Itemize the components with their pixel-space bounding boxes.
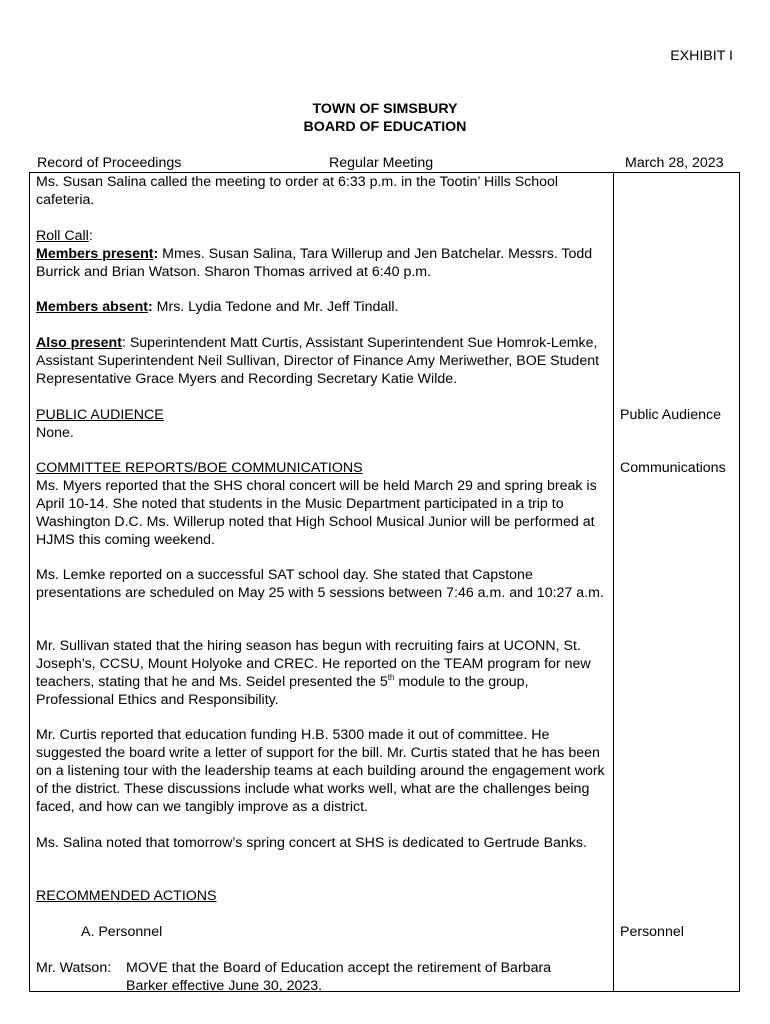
header-record: Record of Proceedings — [37, 155, 182, 171]
margin-column-divider — [613, 172, 614, 992]
public-audience-section — [36, 406, 610, 442]
members-present-colon: : — [153, 246, 159, 262]
committee-paragraph-3-text-b: module to the group, Professional Ethics and Responsibility. — [36, 674, 529, 708]
motion-speaker: Mr. Watson: — [36, 960, 112, 976]
title-town: TOWN OF SIMSBURY — [312, 101, 458, 117]
motion-text: MOVE that the Board of Education accept the retirement of Barbara Barker effective June 30, 2023. — [126, 960, 552, 994]
public-audience-text: None. — [36, 425, 74, 441]
members-absent-label: Members absent — [36, 299, 148, 315]
members-present-text: Mmes. Susan Salina, Tara Willerup and Jen Batchelar. Messrs. Todd Burrick and Brian Watson. Sharon Thomas arrived at 6:40 p.m. — [36, 246, 593, 280]
committee-paragraph-5: Ms. Salina noted that tomorrow’s spring concert at SHS is dedicated to Gertrude Banks. — [36, 835, 587, 851]
members-absent — [36, 298, 610, 316]
title-board: BOARD OF EDUCATION — [303, 119, 467, 135]
members-absent-colon: : — [147, 299, 153, 315]
also-present-label: Also present — [36, 335, 122, 351]
roll-call-colon: : — [88, 228, 93, 244]
members-present-label: Members present — [36, 246, 154, 262]
header-meeting-type: Regular Meeting — [329, 155, 434, 171]
document-title — [0, 100, 770, 136]
exhibit-label: EXHIBIT I — [670, 48, 733, 64]
personnel-item: A. Personnel — [81, 924, 163, 940]
roll-call-label: Roll Call — [36, 228, 89, 244]
also-present-text: : Superintendent Matt Curtis, Assistant Superintendent Sue Homrok-Lemke, Assistant Superintendent Neil Sullivan, Director of Finance Amy Meriwether, BOE Student Representative Grace Myers and Recording Secretary Katie Wilde. — [36, 335, 600, 387]
call-to-order: Ms. Susan Salina called the meeting to order at 6:33 p.m. in the Tootin’ Hills School cafeteria. — [36, 174, 559, 208]
committee-section — [36, 459, 610, 549]
roll-call — [36, 227, 610, 245]
committee-paragraph-3 — [36, 637, 610, 709]
members-present — [36, 245, 610, 281]
committee-heading: COMMITTEE REPORTS/BOE COMMUNICATIONS — [36, 460, 363, 476]
committee-paragraph-3-text-a: Mr. Sullivan stated that the hiring season has begun with recruiting fairs at UCONN, St. Joseph’s, CCSU, Mount Holyoke and CREC. He reported on the TEAM program for new teachers, stating that he and Ms. Seidel presented the 5 — [36, 638, 591, 690]
also-present — [36, 334, 610, 388]
header-date: March 28, 2023 — [625, 155, 724, 171]
committee-paragraph-1: Ms. Myers reported that the SHS choral concert will be held March 29 and spring break is April 10-14. She noted that students in the Music Department participated in a trip to Washington D.C. Ms. Willerup noted that High School Musical Junior will be performed at HJMS this coming weekend. — [36, 478, 597, 548]
recommended-actions-heading: RECOMMENDED ACTIONS — [36, 888, 217, 904]
public-audience-heading: PUBLIC AUDIENCE — [36, 407, 164, 423]
committee-paragraph-4: Mr. Curtis reported that education funding H.B. 5300 made it out of committee. He suggested the board write a letter of support for the bill. Mr. Curtis stated that he has been on a listening tour with the leadership teams at each building around the engagement work of the district. These discussions include what works well, what are the challenges being faced, and how can we tangibly improve as a district. — [36, 727, 605, 815]
members-absent-text: Mrs. Lydia Tedone and Mr. Jeff Tindall. — [152, 299, 399, 315]
sidebar-personnel: Personnel — [620, 924, 684, 940]
sidebar-public-audience: Public Audience — [620, 407, 721, 423]
committee-paragraph-2: Ms. Lemke reported on a successful SAT school day. She stated that Capstone presentations are scheduled on May 25 with 5 sessions between 7:46 a.m. and 10:27 a.m. — [36, 567, 604, 601]
sidebar-communications: Communications — [620, 460, 726, 476]
ordinal-suffix: th — [387, 673, 395, 682]
